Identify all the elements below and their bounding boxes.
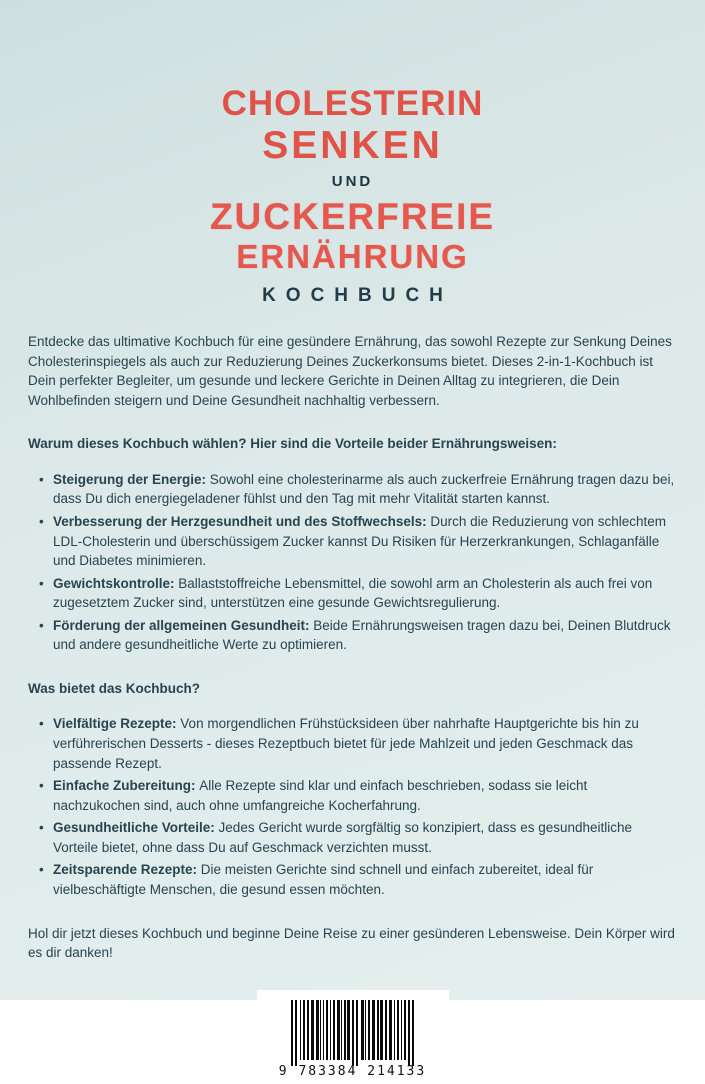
title-line-zuckerfreie: ZUCKERFREIE — [209, 196, 496, 237]
bullet-label: Zeitsparende Rezepte: — [53, 862, 201, 878]
closing-paragraph: Hol dir jetzt dieses Kochbuch und beginne Deine Reise zu einer gesünderen Lebensweise. Dein Körper wird es dir danken! — [28, 925, 675, 961]
barcode-bar — [412, 1000, 414, 1066]
title-line-kochbuch: KOCHBUCH — [262, 285, 453, 306]
title-line-cholesterin: CHOLESTERIN — [221, 84, 484, 123]
bullet-label: Gewichtskontrolle: — [53, 575, 179, 591]
back-cover-copy — [0, 305, 705, 963]
barcode-bars-icon — [267, 1000, 439, 1060]
barcode-number: 9 783384 214133 — [278, 1063, 427, 1079]
bullet-text: Sowohl eine cholesterinarme als auch zuckerfreie Ernährung tragen dazu bei, dass Du dich energiegeladener fühlst und den Tag mit mehr Vitalität starten kannst. — [53, 471, 675, 507]
intro-paragraph: Entdecke das ultimative Kochbuch für eine gesündere Ernährung, das sowohl Rezepte zur Senkung Deines Cholesterinspiegels als auch zur Reduzierung Deines Zuckerkonsums bietet. Dieses 2-in-1-Kochbuch ist Dein perfekter Begleiter, um gesunde und leckere Gerichte in Deinen Alltag zu integrieren, die Dein Wohlbefinden steigern und Deine Gesundheit nachhaltig verbessern. — [28, 334, 672, 408]
bullet-item — [39, 616, 677, 655]
bullet-item — [39, 470, 677, 509]
bullet-label: Vielfältige Rezepte: — [53, 716, 181, 732]
bullet-label: Verbesserung der Herzgesundheit und des Stoffwechsels: — [53, 513, 431, 529]
bullet-item — [39, 714, 677, 773]
bullet-item — [39, 818, 677, 857]
bullet-text: Von morgendlichen Frühstücksideen über nahrhafte Hauptgerichte bis hin zu verführerischen Desserts - dieses Rezeptbuch bietet für jede Mahlzeit und jeden Geschmack das passende Rezept. — [53, 716, 639, 771]
title-connector-und: UND — [331, 173, 374, 190]
bullet-label: Steigerung der Energie: — [53, 471, 210, 487]
bullet-item — [39, 512, 677, 571]
bullet-label: Gesundheitliche Vorteile: — [53, 820, 219, 836]
bullet-text: Die meisten Gerichte sind schnell und einfach zubereitet, ideal für vielbeschäftigte Menschen, die gesund essen möchten. — [53, 862, 594, 897]
bullet-item — [39, 860, 677, 899]
bullet-text: Ballaststoffreiche Lebensmittel, die sowohl arm an Cholesterin als auch frei von zugesetztem Zucker sind, unterstützen eine gesunde Gewichtsregulierung. — [53, 575, 653, 611]
contents-heading: Was bietet das Kochbuch? — [28, 680, 201, 696]
bullet-label: Einfache Zubereitung: — [53, 778, 200, 794]
title-line-senken: SENKEN — [262, 124, 443, 167]
bullet-label: Förderung der allgemeinen Gesundheit: — [53, 617, 314, 633]
barcode — [257, 990, 449, 1084]
bullet-text: Jedes Gericht wurde sorgfältig so konzipiert, dass es gesundheitliche Vorteile bietet, ohne dass Du auf Geschmack verzichten musst. — [53, 820, 633, 855]
bullet-text: Durch die Reduzierung von schlechtem LDL-Cholesterin und überschüssigem Zucker kannst Du Risiken für Herzerkrankungen, Schlaganfälle und Diabetes minimieren. — [53, 513, 666, 569]
title-block — [0, 0, 705, 305]
bullet-text: Alle Rezepte sind klar und einfach beschrieben, sodass sie leicht nachzukochen sind, auch ohne umfangreiche Kocherfahrung. — [53, 778, 588, 813]
benefits-list — [28, 470, 677, 655]
bullet-item — [39, 776, 677, 815]
bullet-text: Beide Ernährungsweisen tragen dazu bei, Deinen Blutdruck und andere gesundheitliche Werte zu optimieren. — [53, 617, 671, 653]
benefits-heading: Warum dieses Kochbuch wählen? Hier sind die Vorteile beider Ernährungsweisen: — [28, 436, 557, 452]
bullet-item — [39, 574, 677, 613]
contents-list — [28, 714, 677, 899]
title-line-ernaehrung: ERNÄHRUNG — [236, 238, 469, 275]
